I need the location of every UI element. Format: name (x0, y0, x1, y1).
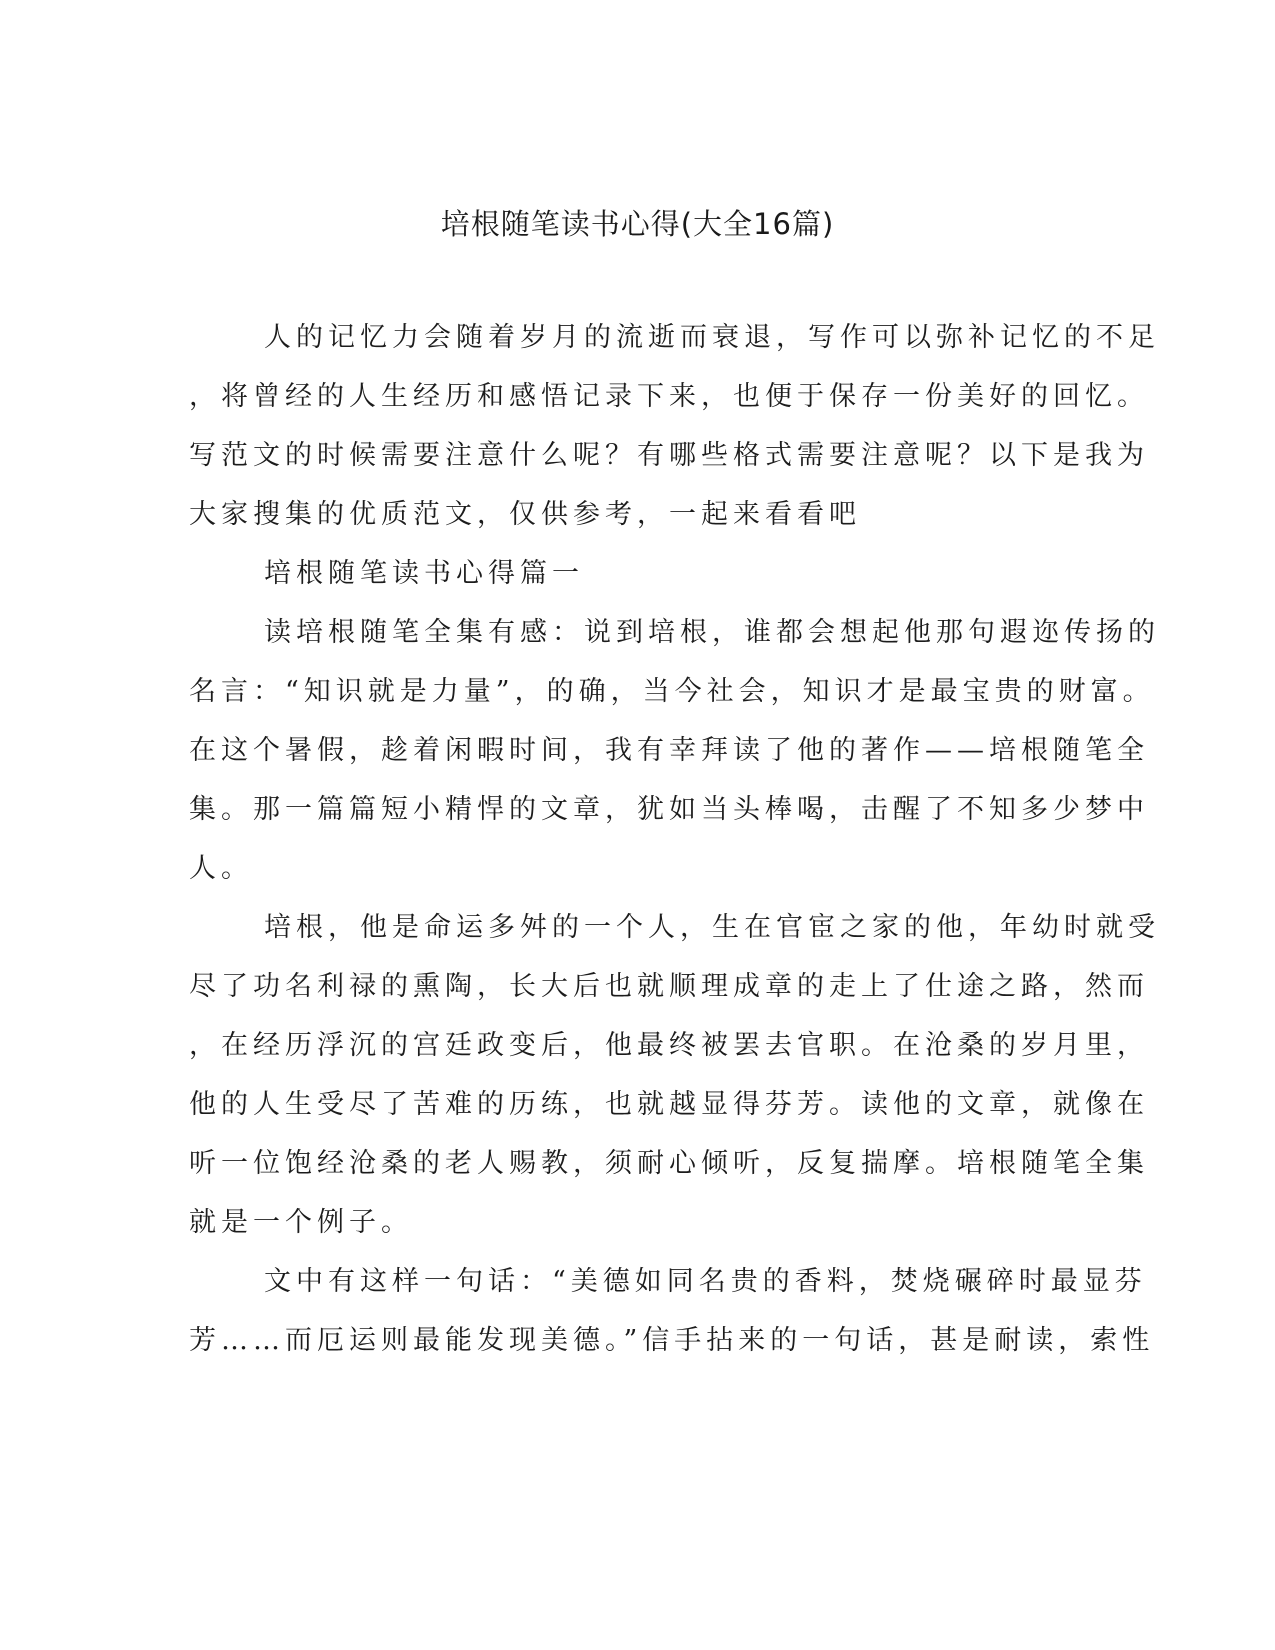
paragraph-line: 文中有这样一句话：“美德如同名贵的香料，焚烧碾碎时最显芬 (264, 1266, 1147, 1297)
paragraph-line: 人的记忆力会随着岁月的流逝而衰退，写作可以弥补记忆的不足 (264, 322, 1160, 353)
paragraph-line: 就是一个例子。 (189, 1207, 413, 1238)
paragraph-line: 培根，他是命运多舛的一个人，生在官宦之家的他，年幼时就受 (264, 912, 1160, 943)
paragraph-line: 听一位饱经沧桑的老人赐教，须耐心倾听，反复揣摩。培根随笔全集 (189, 1148, 1149, 1179)
paragraph-line: 尽了功名利禄的熏陶，长大后也就顺理成章的走上了仕途之路，然而 (189, 971, 1149, 1002)
paragraph-line: 写范文的时候需要注意什么呢？有哪些格式需要注意呢？以下是我为 (189, 440, 1149, 471)
section-heading: 培根随笔读书心得篇一 (264, 558, 584, 589)
document-title: 培根随笔读书心得(大全16篇) (440, 207, 835, 241)
paragraph-line: 读培根随笔全集有感：说到培根，谁都会想起他那句遐迩传扬的 (264, 617, 1160, 648)
paragraph-line: 大家搜集的优质范文，仅供参考，一起来看看吧 (189, 499, 861, 530)
paragraph-line: 他的人生受尽了苦难的历练，也就越显得芬芳。读他的文章，就像在 (189, 1089, 1149, 1120)
paragraph-line: 人。 (189, 853, 253, 884)
paragraph-line: 名言：“知识就是力量”，的确，当今社会，知识才是最宝贵的财富。 (189, 676, 1155, 707)
paragraph-line: 集。那一篇篇短小精悍的文章，犹如当头棒喝，击醒了不知多少梦中 (189, 794, 1149, 825)
paragraph-line: 芳……而厄运则最能发现美德。”信手拈来的一句话，甚是耐读，索性 (189, 1325, 1155, 1356)
paragraph-line: ，在经历浮沉的宫廷政变后，他最终被罢去官职。在沧桑的岁月里， (189, 1030, 1149, 1061)
paragraph-line: ，将曾经的人生经历和感悟记录下来，也便于保存一份美好的回忆。 (189, 381, 1149, 412)
paragraph-line: 在这个暑假，趁着闲暇时间，我有幸拜读了他的著作——培根随笔全 (189, 735, 1149, 766)
